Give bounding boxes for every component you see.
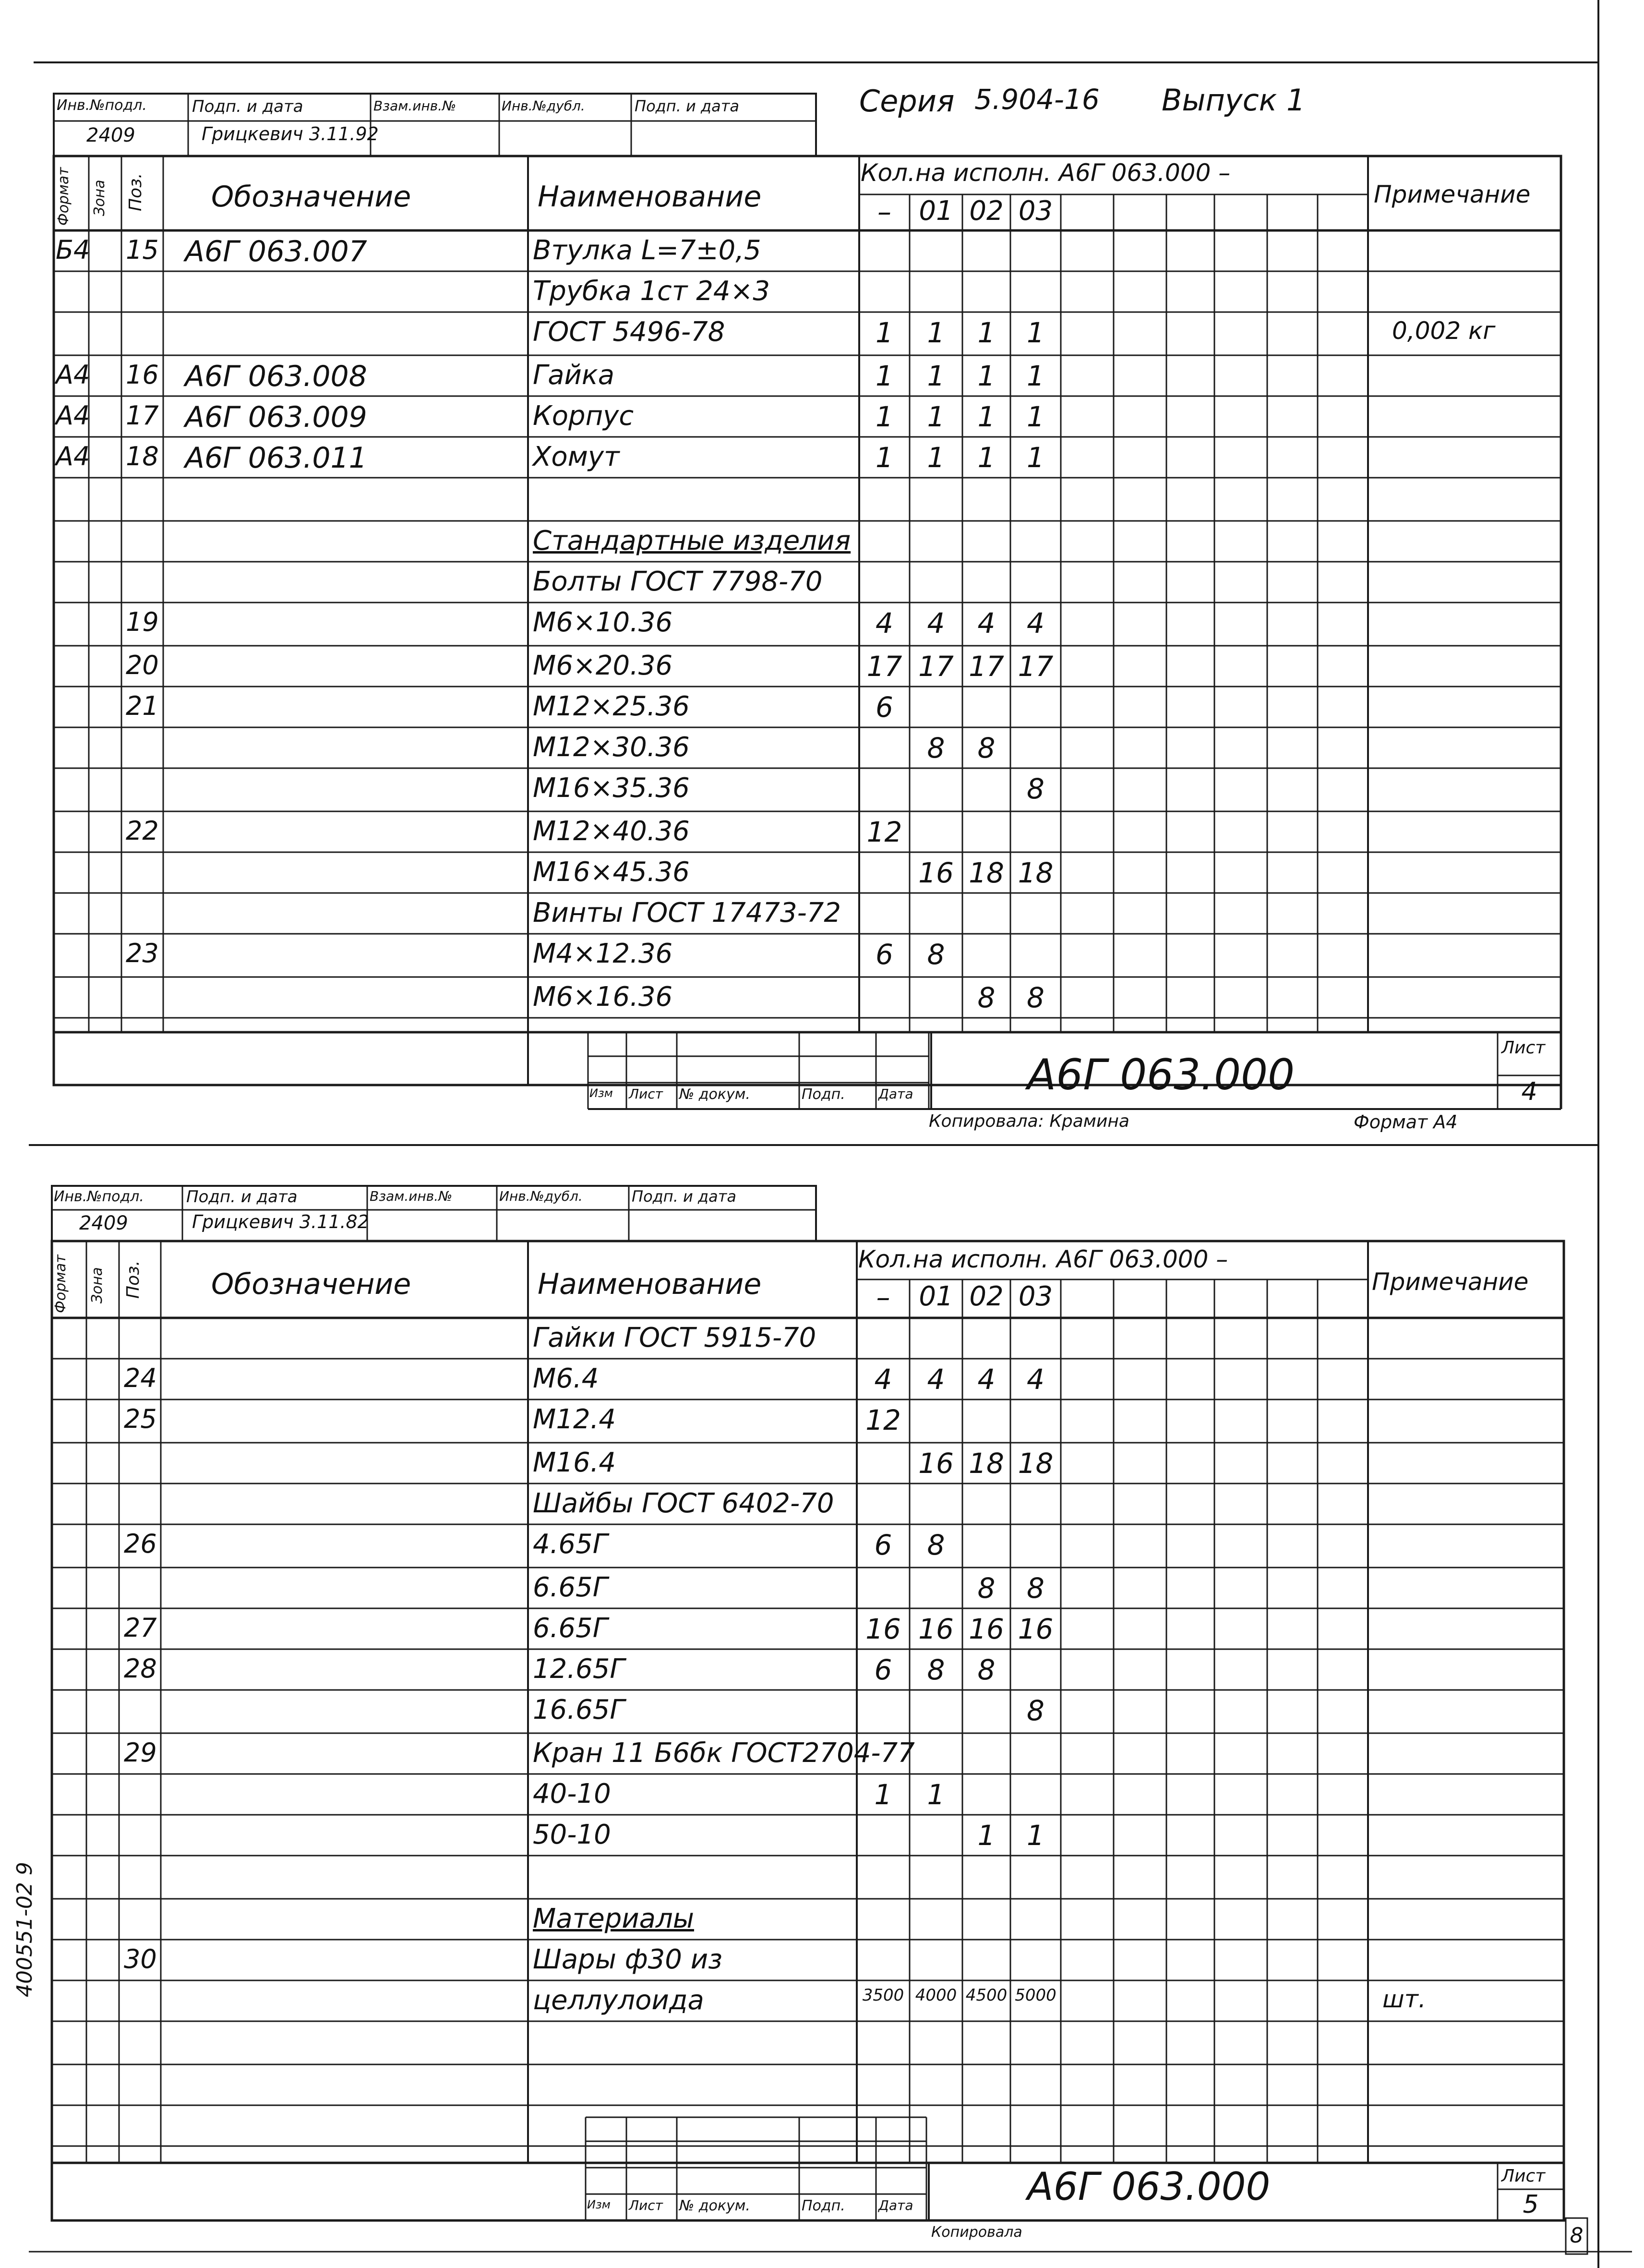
stamp5-inv-podl: Инв.№подл.: [54, 1188, 144, 1205]
row-qty-02: 4: [977, 1363, 996, 1396]
col-primechanie: Примечание: [1374, 181, 1531, 208]
sheet4-copied: Копировала: Крамина: [929, 1111, 1129, 1131]
row-qty-03: 4: [1027, 607, 1044, 639]
row-qty-03: 8: [1027, 772, 1044, 805]
row-qty-base: 1: [876, 316, 893, 349]
col-v3: 03: [1018, 195, 1053, 227]
doc-number-sheet4: А6Г 063.000: [1027, 1050, 1295, 1099]
sheet5-number: 5: [1523, 2190, 1539, 2219]
row-qty-03: 5000: [1015, 1986, 1056, 2005]
row-name: 6.65Г: [533, 1572, 608, 1603]
tb-data: Дата: [878, 1086, 913, 1102]
row-designation: А6Г 063.009: [185, 400, 367, 434]
row-qty-03: 8: [1027, 1572, 1044, 1604]
row-name: 16.65Г: [533, 1694, 625, 1725]
row-name: 12.65Г: [533, 1653, 625, 1685]
row-qty-01: 4000: [915, 1986, 957, 2005]
row-name: Кран 11 Б6бк ГОСТ2704-77: [533, 1737, 915, 1769]
doc-number-sheet5: А6Г 063.000: [1027, 2164, 1271, 2209]
row-position: 17: [126, 400, 159, 431]
stamp5-inv-dubl: Инв.№дубл.: [499, 1188, 583, 1204]
row-qty-base: 4: [876, 607, 893, 639]
sheet4-number: 4: [1521, 1077, 1537, 1106]
row-qty-02: 1: [977, 441, 996, 474]
row-qty-02: 8: [977, 1572, 996, 1604]
row-position: 22: [126, 816, 159, 846]
row-name: 50-10: [533, 1819, 611, 1850]
row-qty-base: 1: [876, 360, 893, 392]
row-qty-02: 1: [977, 400, 996, 433]
series-label: Серия: [859, 84, 955, 119]
row-qty-base: 6: [876, 938, 893, 971]
row-name: М6×10.36: [533, 607, 673, 638]
col-kol: Кол.на исполн. А6Г 063.000 –: [861, 159, 1231, 187]
row-qty-01: 1: [927, 441, 945, 474]
row-qty-02: 18: [969, 1447, 1004, 1480]
row-qty-base: 16: [865, 1613, 901, 1645]
row-qty-01: 8: [927, 1529, 945, 1561]
issue-label: Выпуск 1: [1162, 83, 1306, 118]
row-qty-01: 1: [927, 360, 945, 392]
row-qty-01: 8: [927, 938, 945, 971]
tb5-data: Дата: [878, 2197, 913, 2213]
row-qty-02: 1: [977, 316, 996, 349]
row-qty-03: 1: [1027, 316, 1044, 349]
stamp-inv-podl: Инв.№подл.: [57, 97, 147, 114]
row-name: М12.4: [533, 1404, 616, 1435]
row-name: Стандартные изделия: [533, 525, 851, 556]
row-position: 29: [124, 1737, 157, 1768]
row-position: 27: [124, 1613, 157, 1643]
col5-poz: Поз.: [123, 1260, 143, 1299]
col-v1: 01: [919, 195, 953, 227]
row-position: 15: [126, 235, 159, 265]
col-poz: Поз.: [126, 173, 145, 211]
row-qty-base: 6: [874, 1529, 892, 1561]
row-qty-01: 16: [918, 1613, 954, 1645]
tb-dokum: № докум.: [679, 1086, 750, 1103]
row-qty-base: 1: [876, 441, 893, 474]
stamp-vzam-inv: Взам.инв.№: [373, 98, 456, 114]
col5-primechanie: Примечание: [1372, 1268, 1529, 1296]
row-qty-base: 1: [876, 400, 893, 433]
row-qty-01: 8: [927, 732, 945, 764]
row-qty-02: 8: [977, 981, 996, 1014]
row-qty-01: 16: [918, 857, 954, 889]
tb-podp: Подп.: [802, 1086, 845, 1103]
sheet5-copied: Копировала: [931, 2224, 1022, 2241]
row-position: 24: [124, 1363, 157, 1393]
row-qty-base: 6: [874, 1653, 892, 1686]
row-name: Шайбы ГОСТ 6402-70: [533, 1488, 834, 1519]
row-name: М12×25.36: [533, 691, 690, 722]
row-qty-03: 18: [1018, 1447, 1054, 1480]
row-name: М16.4: [533, 1447, 616, 1478]
tb5-podp: Подп.: [802, 2197, 845, 2214]
row-qty-03: 1: [1027, 441, 1044, 474]
row-qty-03: 1: [1027, 400, 1044, 433]
row-name: Болты ГОСТ 7798-70: [533, 566, 823, 597]
row-qty-02: 1: [977, 1819, 996, 1852]
row-name: 4.65Г: [533, 1529, 608, 1560]
row-position: 26: [124, 1529, 157, 1559]
row-qty-02: 8: [977, 732, 996, 764]
row-name: Хомут: [533, 441, 620, 472]
stamp5-podp-data-2: Подп. и дата: [632, 1187, 736, 1206]
row-note: 0,002 кг: [1392, 317, 1496, 345]
row-qty-02: 4: [977, 607, 996, 639]
col-v0: –: [877, 195, 891, 228]
row-name: М16×35.36: [533, 772, 690, 804]
row-format: Б4: [56, 235, 90, 265]
stamp5-podp-data: Подп. и дата: [186, 1187, 298, 1206]
row-name: Материалы: [533, 1903, 694, 1934]
row-qty-base: 4: [874, 1363, 892, 1396]
col5-zona: Зона: [89, 1267, 106, 1303]
row-qty-01: 1: [927, 400, 945, 433]
row-qty-02: 4500: [965, 1986, 1008, 2005]
row-qty-base: 12: [866, 816, 902, 848]
row-qty-02: 17: [969, 650, 1004, 683]
row-format: А4: [56, 360, 90, 390]
row-name: Гайка: [533, 360, 615, 391]
row-name: М6.4: [533, 1363, 599, 1394]
series-value: 5.904-16: [974, 83, 1100, 116]
row-name: М12×40.36: [533, 816, 690, 847]
col5-v2: 02: [969, 1281, 1004, 1312]
stamp5-signature: Грицкевич 3.11.82: [192, 1211, 369, 1232]
col-oboznachenie: Обозначение: [211, 180, 411, 214]
col5-kol: Кол.на исполн. А6Г 063.000 –: [858, 1245, 1228, 1273]
row-name: Трубка 1ст 24×3: [533, 276, 770, 307]
col5-naimenovanie: Наименование: [538, 1267, 762, 1301]
tb5-izm: Изм: [587, 2198, 611, 2211]
row-qty-01: 4: [927, 607, 945, 639]
row-qty-03: 16: [1018, 1613, 1054, 1645]
sheet5-list-label: Лист: [1501, 2166, 1546, 2186]
col-naimenovanie: Наименование: [538, 180, 762, 214]
row-qty-02: 18: [969, 857, 1004, 889]
row-qty-01: 1: [927, 316, 945, 349]
col5-oboznachenie: Обозначение: [211, 1267, 411, 1301]
tb-izm: Изм: [589, 1086, 613, 1100]
stamp-podp-data: Подп. и дата: [192, 97, 303, 116]
col5-v0: –: [876, 1281, 890, 1314]
row-name: М12×30.36: [533, 732, 690, 763]
sheet4-list-label: Лист: [1501, 1038, 1546, 1058]
row-qty-03: 17: [1018, 650, 1054, 683]
row-position: 16: [126, 360, 159, 390]
tb-list: Лист: [629, 1086, 663, 1102]
stamp5-vzam-inv: Взам.инв.№: [370, 1188, 453, 1204]
row-position: 25: [124, 1404, 157, 1434]
row-designation: А6Г 063.011: [185, 441, 367, 475]
row-name: М4×12.36: [533, 938, 673, 969]
row-name: Корпус: [533, 400, 634, 432]
row-position: 28: [124, 1653, 157, 1684]
stamp-inv-dubl: Инв.№дубл.: [502, 98, 585, 114]
row-format: А4: [56, 441, 90, 471]
row-name: М6×20.36: [533, 650, 673, 681]
stamp-signature: Грицкевич 3.11.92: [202, 123, 379, 145]
row-qty-01: 4: [927, 1363, 945, 1396]
row-position: 23: [126, 938, 159, 968]
row-designation: А6Г 063.007: [185, 235, 367, 268]
col-v2: 02: [969, 195, 1004, 227]
row-qty-base: 6: [876, 691, 893, 724]
row-name: М6×16.36: [533, 981, 673, 1013]
row-name: целлулоида: [533, 1985, 704, 2016]
stamp-inv-number: 2409: [86, 124, 135, 146]
row-qty-03: 8: [1027, 981, 1044, 1014]
sheet4-format: Формат А4: [1354, 1111, 1458, 1133]
row-qty-01: 8: [927, 1653, 945, 1686]
row-qty-03: 8: [1027, 1694, 1044, 1727]
row-qty-03: 4: [1027, 1363, 1044, 1396]
row-qty-02: 16: [969, 1613, 1004, 1645]
tb5-dokum: № докум.: [679, 2197, 750, 2214]
row-position: 30: [124, 1944, 157, 1974]
row-note: шт.: [1382, 1985, 1426, 2013]
row-format: А4: [56, 400, 90, 431]
col5-v1: 01: [919, 1281, 953, 1312]
row-qty-01: 1: [927, 1778, 945, 1811]
row-qty-02: 1: [977, 360, 996, 392]
col-format: Формат: [55, 167, 72, 226]
stamp5-inv-number: 2409: [79, 1212, 128, 1234]
row-qty-base: 1: [874, 1778, 892, 1811]
row-qty-base: 12: [865, 1404, 901, 1436]
row-name: 6.65Г: [533, 1613, 608, 1644]
row-qty-03: 1: [1027, 360, 1044, 392]
row-qty-base: 17: [866, 650, 902, 683]
row-position: 18: [126, 441, 159, 471]
row-qty-01: 17: [918, 650, 954, 683]
row-qty-03: 1: [1027, 1819, 1044, 1852]
corner-number: 8: [1570, 2223, 1584, 2248]
row-position: 21: [126, 691, 159, 721]
tb5-list: Лист: [629, 2197, 663, 2213]
row-qty-base: 3500: [862, 1986, 904, 2005]
row-name: 40-10: [533, 1778, 611, 1810]
row-name: Втулка L=7±0,5: [533, 235, 761, 266]
col5-format: Формат: [52, 1255, 69, 1313]
row-name: Шары ф30 из: [533, 1944, 722, 1975]
row-designation: А6Г 063.008: [185, 360, 367, 393]
row-qty-01: 16: [918, 1447, 954, 1480]
col5-v3: 03: [1018, 1281, 1053, 1312]
row-name: Винты ГОСТ 17473-72: [533, 897, 841, 929]
row-position: 19: [126, 607, 159, 637]
col-zona: Зона: [91, 180, 108, 216]
row-qty-03: 18: [1018, 857, 1054, 889]
row-qty-02: 8: [977, 1653, 996, 1686]
row-position: 20: [126, 650, 159, 680]
side-number: 400551-02 9: [12, 1862, 37, 1997]
row-name: М16×45.36: [533, 857, 690, 888]
row-name: ГОСТ 5496-78: [533, 316, 725, 348]
row-name: Гайки ГОСТ 5915-70: [533, 1322, 816, 1353]
stamp-podp-data-2: Подп. и дата: [635, 97, 739, 115]
